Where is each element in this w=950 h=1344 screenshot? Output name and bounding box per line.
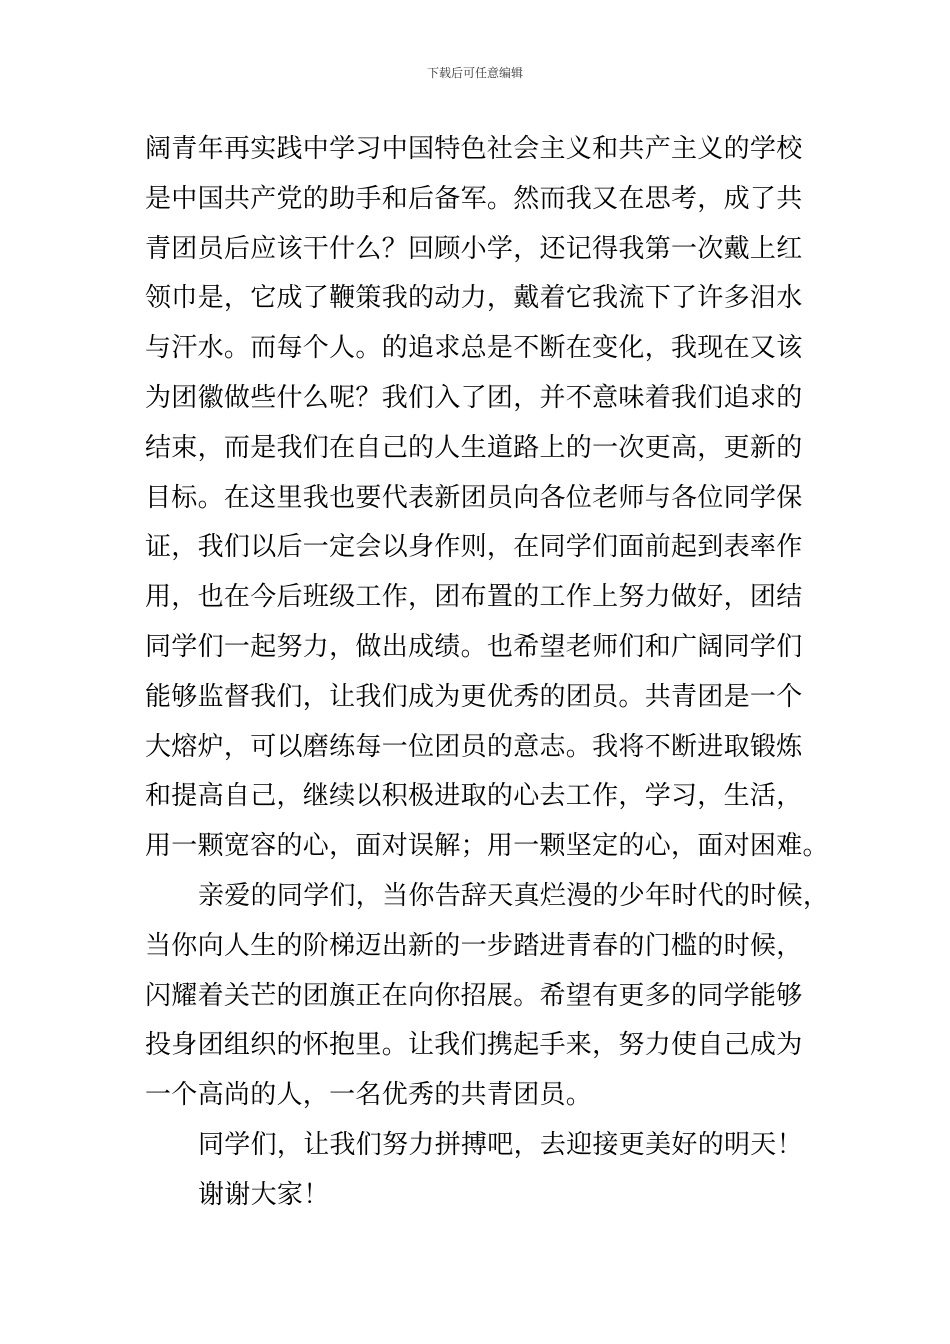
- text-line: 与汗水。而每个人。的追求总是不断在变化，我现在又该: [145, 333, 803, 364]
- closing-line: 谢谢大家！: [198, 1179, 330, 1210]
- text-line: 当你向人生的阶梯迈出新的一步踏进青春的门槛的时候，: [145, 930, 803, 961]
- text-line: 一个高尚的人，一名优秀的共青团员。: [145, 1080, 593, 1111]
- text-line: 领巾是，它成了鞭策我的动力，戴着它我流下了许多泪水: [145, 283, 803, 314]
- text-line: 能够监督我们，让我们成为更优秀的团员。共青团是一个: [145, 681, 803, 712]
- text-line: 为团徽做些什么呢？我们入了团，并不意味着我们追求的: [145, 382, 803, 413]
- text-line: 结束，而是我们在自己的人生道路上的一次更高，更新的: [145, 432, 803, 463]
- text-line: 大熔炉，可以磨练每一位团员的意志。我将不断进取锻炼: [145, 731, 803, 762]
- text-line: 用一颗宽容的心，面对误解；用一颗坚定的心，面对困难。: [145, 831, 829, 862]
- document-body: [145, 125, 835, 1221]
- text-line: 青团员后应该干什么？回顾小学，还记得我第一次戴上红: [145, 233, 803, 264]
- paragraph-start-line: 亲爱的同学们，当你告辞天真烂漫的少年时代的时候，: [198, 880, 830, 911]
- text-line: 和提高自己，继续以积极进取的心去工作，学习，生活，: [145, 781, 803, 812]
- text-line: 阔青年再实践中学习中国特色社会主义和共产主义的学校: [145, 134, 803, 164]
- text-line: 同学们一起努力，做出成绩。也希望老师们和广阔同学们: [145, 631, 803, 662]
- text-line: 闪耀着关芒的团旗正在向你招展。希望有更多的同学能够: [145, 980, 803, 1011]
- text-line: 目标。在这里我也要代表新团员向各位老师与各位同学保: [145, 482, 803, 513]
- text-line: 证，我们以后一定会以身作则，在同学们面前起到表率作: [145, 532, 803, 563]
- text-line: 是中国共产党的助手和后备军。然而我又在思考，成了共: [145, 183, 803, 214]
- text-line: 用，也在今后班级工作，团布置的工作上努力做好，团结: [145, 582, 803, 613]
- text-line: 投身团组织的怀抱里。让我们携起手来，努力使自己成为: [145, 1030, 803, 1061]
- paragraph-start-line: 同学们，让我们努力拼搏吧，去迎接更美好的明天！: [198, 1129, 803, 1160]
- page-header: 下载后可任意编辑: [426, 66, 523, 80]
